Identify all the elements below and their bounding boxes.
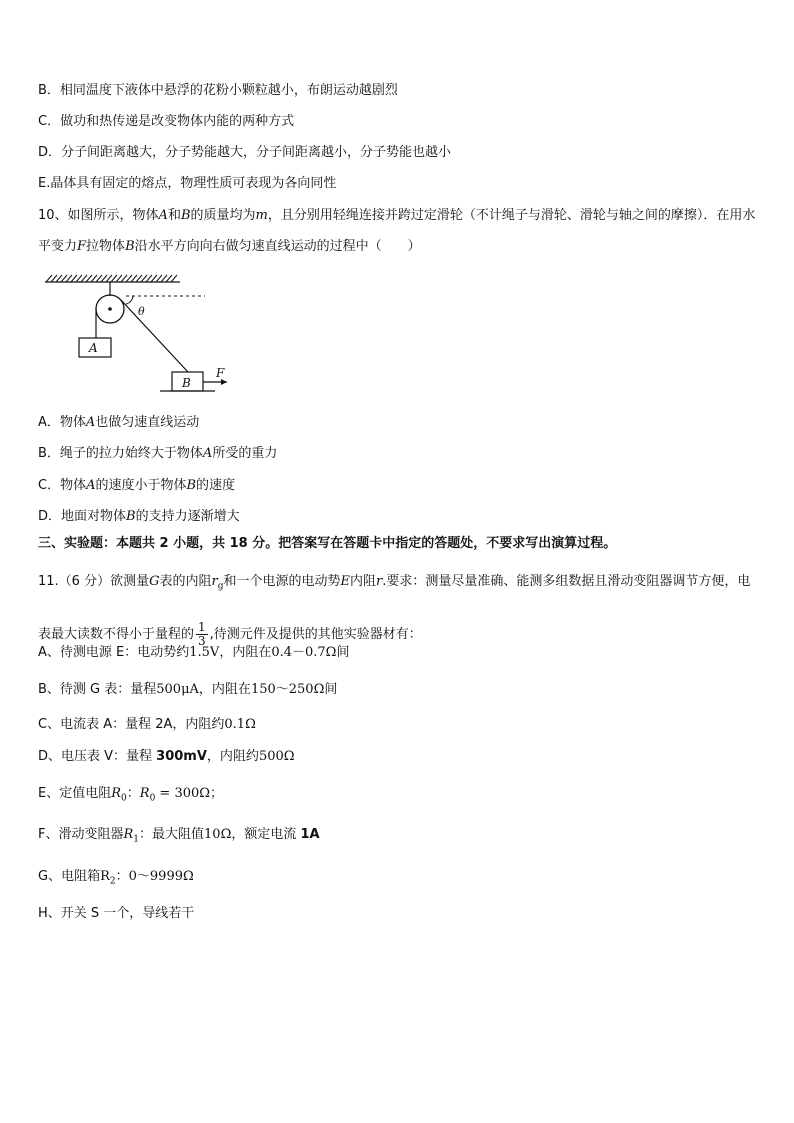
material-text: ，内阻约 [206, 749, 259, 764]
option-text: D．地面对物体 [38, 509, 127, 524]
var-b: B [180, 208, 191, 223]
subscript: 0 [149, 793, 156, 804]
material-text: C、电流表 A：量程 2A，内阻约 [38, 717, 225, 732]
q10-option-a [38, 414, 199, 432]
var-r: r [211, 574, 218, 589]
material-value: 500μA [156, 682, 199, 697]
var-a: A [202, 446, 213, 461]
subscript: 2 [109, 876, 116, 887]
material-text: D、电压表 V：量程 [38, 749, 157, 764]
material-text: B、待测 G 表：量程 [38, 682, 157, 697]
subscript: 1 [133, 834, 140, 845]
fraction-numerator: 1 [198, 619, 206, 634]
material-value: 1.5V [189, 645, 220, 660]
q11-text: 表的内阻 [159, 574, 212, 589]
section-3-heading: 三、实验题：本题共 2 小题，共 18 分。把答案写在答题卡中指定的答题处，不要求写出演算过程。 [38, 536, 617, 551]
var-b: B [186, 478, 197, 493]
q10-option-b [38, 445, 277, 463]
material-text: F、滑动变阻器 [38, 827, 124, 842]
var-a: A [85, 415, 96, 430]
var-a: A [86, 478, 96, 493]
ceiling-hatch [46, 275, 177, 282]
option-d-previous: D．分子间距离越大，分子势能越大，分子间距离越小，分子势能也越小 [38, 145, 452, 160]
subscript: 0 [121, 793, 127, 804]
var-a: A [158, 208, 168, 223]
material-text: ，内阻在 [198, 682, 251, 697]
material-value: 500Ω [258, 749, 295, 764]
var-b: B [126, 509, 136, 524]
subscript: g [217, 581, 224, 592]
block-b-label: B [182, 376, 191, 390]
option-text: 的速度 [196, 478, 236, 493]
material-value: = 300Ω； [155, 786, 224, 801]
var-e: E [340, 574, 350, 589]
angle-arc [126, 296, 133, 304]
rope-to-b [121, 300, 188, 372]
question-10-stem [38, 200, 758, 262]
q10-text: 沿水平方向向右做匀速直线运动的过程中（ ） [134, 239, 421, 254]
option-text: 的速度小于物体 [95, 478, 187, 493]
fraction-denominator: 3 [198, 633, 206, 648]
material-d [38, 748, 295, 766]
option-text: A．物体 [38, 415, 86, 430]
option-c-previous: C．做功和热传递是改变物体内能的两种方式 [38, 114, 295, 129]
material-value: 0～9999Ω [128, 869, 194, 884]
q10-text: 10、如图所示，物体 [38, 208, 159, 223]
option-text: 所受的重力 [212, 446, 278, 461]
material-text: 间 [324, 682, 338, 697]
material-text: ： [115, 869, 129, 884]
var-b: B [125, 239, 135, 254]
material-text: ，内阻在 [219, 645, 272, 660]
material-value: 300mV [156, 749, 207, 764]
option-text: C．物体 [38, 478, 87, 493]
material-text: ：最大阻值 [139, 827, 205, 842]
q10-text: 和 [167, 208, 181, 223]
q11-text: .要求：测量尽量准确、能测多组数据且滑动变阻器调节方便，电表最大读数不得小于量程的 [38, 574, 751, 642]
var-f: F [77, 239, 87, 254]
option-text: 的支持力逐渐增大 [135, 509, 240, 524]
material-c [38, 716, 256, 734]
material-text: E、定值电阻 [38, 786, 112, 801]
material-value: 0.4－0.7Ω [271, 645, 337, 660]
pulley-center [108, 307, 112, 311]
option-b-previous: B．相同温度下液体中悬浮的花粉小颗粒越小，布朗运动越剧烈 [38, 83, 398, 98]
var-g: G [149, 574, 160, 589]
q10-option-c [38, 477, 235, 495]
material-g [38, 868, 194, 891]
material-value: 1A [300, 827, 320, 842]
material-text: G、电阻箱 [38, 869, 101, 884]
q10-text: 的质量均为 [190, 208, 256, 223]
material-text: ，额定电流 [231, 827, 301, 842]
option-e-previous: E.晶体具有固定的熔点，物理性质可表现为各向同性 [38, 176, 337, 191]
var-r: R [139, 786, 150, 801]
q11-text: 和一个电源的电动势 [223, 574, 341, 589]
material-text: ： [126, 786, 140, 801]
var-r: R [123, 827, 134, 842]
material-h: H、开关 S 一个，导线若干 [38, 906, 195, 921]
material-value: 10Ω [204, 827, 232, 842]
q11-text: 内阻 [349, 574, 376, 589]
var-m: m [255, 208, 268, 223]
material-value: 0.1Ω [224, 717, 256, 732]
q10-option-d [38, 508, 240, 526]
var-r: R [100, 869, 110, 884]
material-e [38, 785, 223, 808]
pulley-diagram [40, 270, 240, 395]
q11-text: ,待测元件及提供的其他实验器材有： [209, 626, 422, 642]
material-text: 间 [336, 645, 350, 660]
var-r: r [376, 574, 383, 589]
material-text: A、待测电源 E：电动势约 [38, 645, 190, 660]
q11-text: 11.（6 分）欲测量 [38, 574, 150, 589]
material-value: 150～250Ω [250, 682, 325, 697]
q10-text: 拉物体 [86, 239, 126, 254]
material-f [38, 826, 320, 849]
force-label: F [216, 366, 225, 380]
material-a [38, 644, 349, 662]
option-text: 也做匀速直线运动 [95, 415, 200, 430]
material-b [38, 681, 337, 699]
block-a-label: A [89, 341, 98, 355]
option-text: B．绳子的拉力始终大于物体 [38, 446, 203, 461]
var-r: R [111, 786, 122, 801]
theta-label: θ [138, 305, 145, 318]
q10-text: ，且分别用轻绳连接并跨过定滑轮（不计绳子与滑轮、滑轮与轴之间的摩擦）．在用水平变力 [38, 208, 756, 254]
